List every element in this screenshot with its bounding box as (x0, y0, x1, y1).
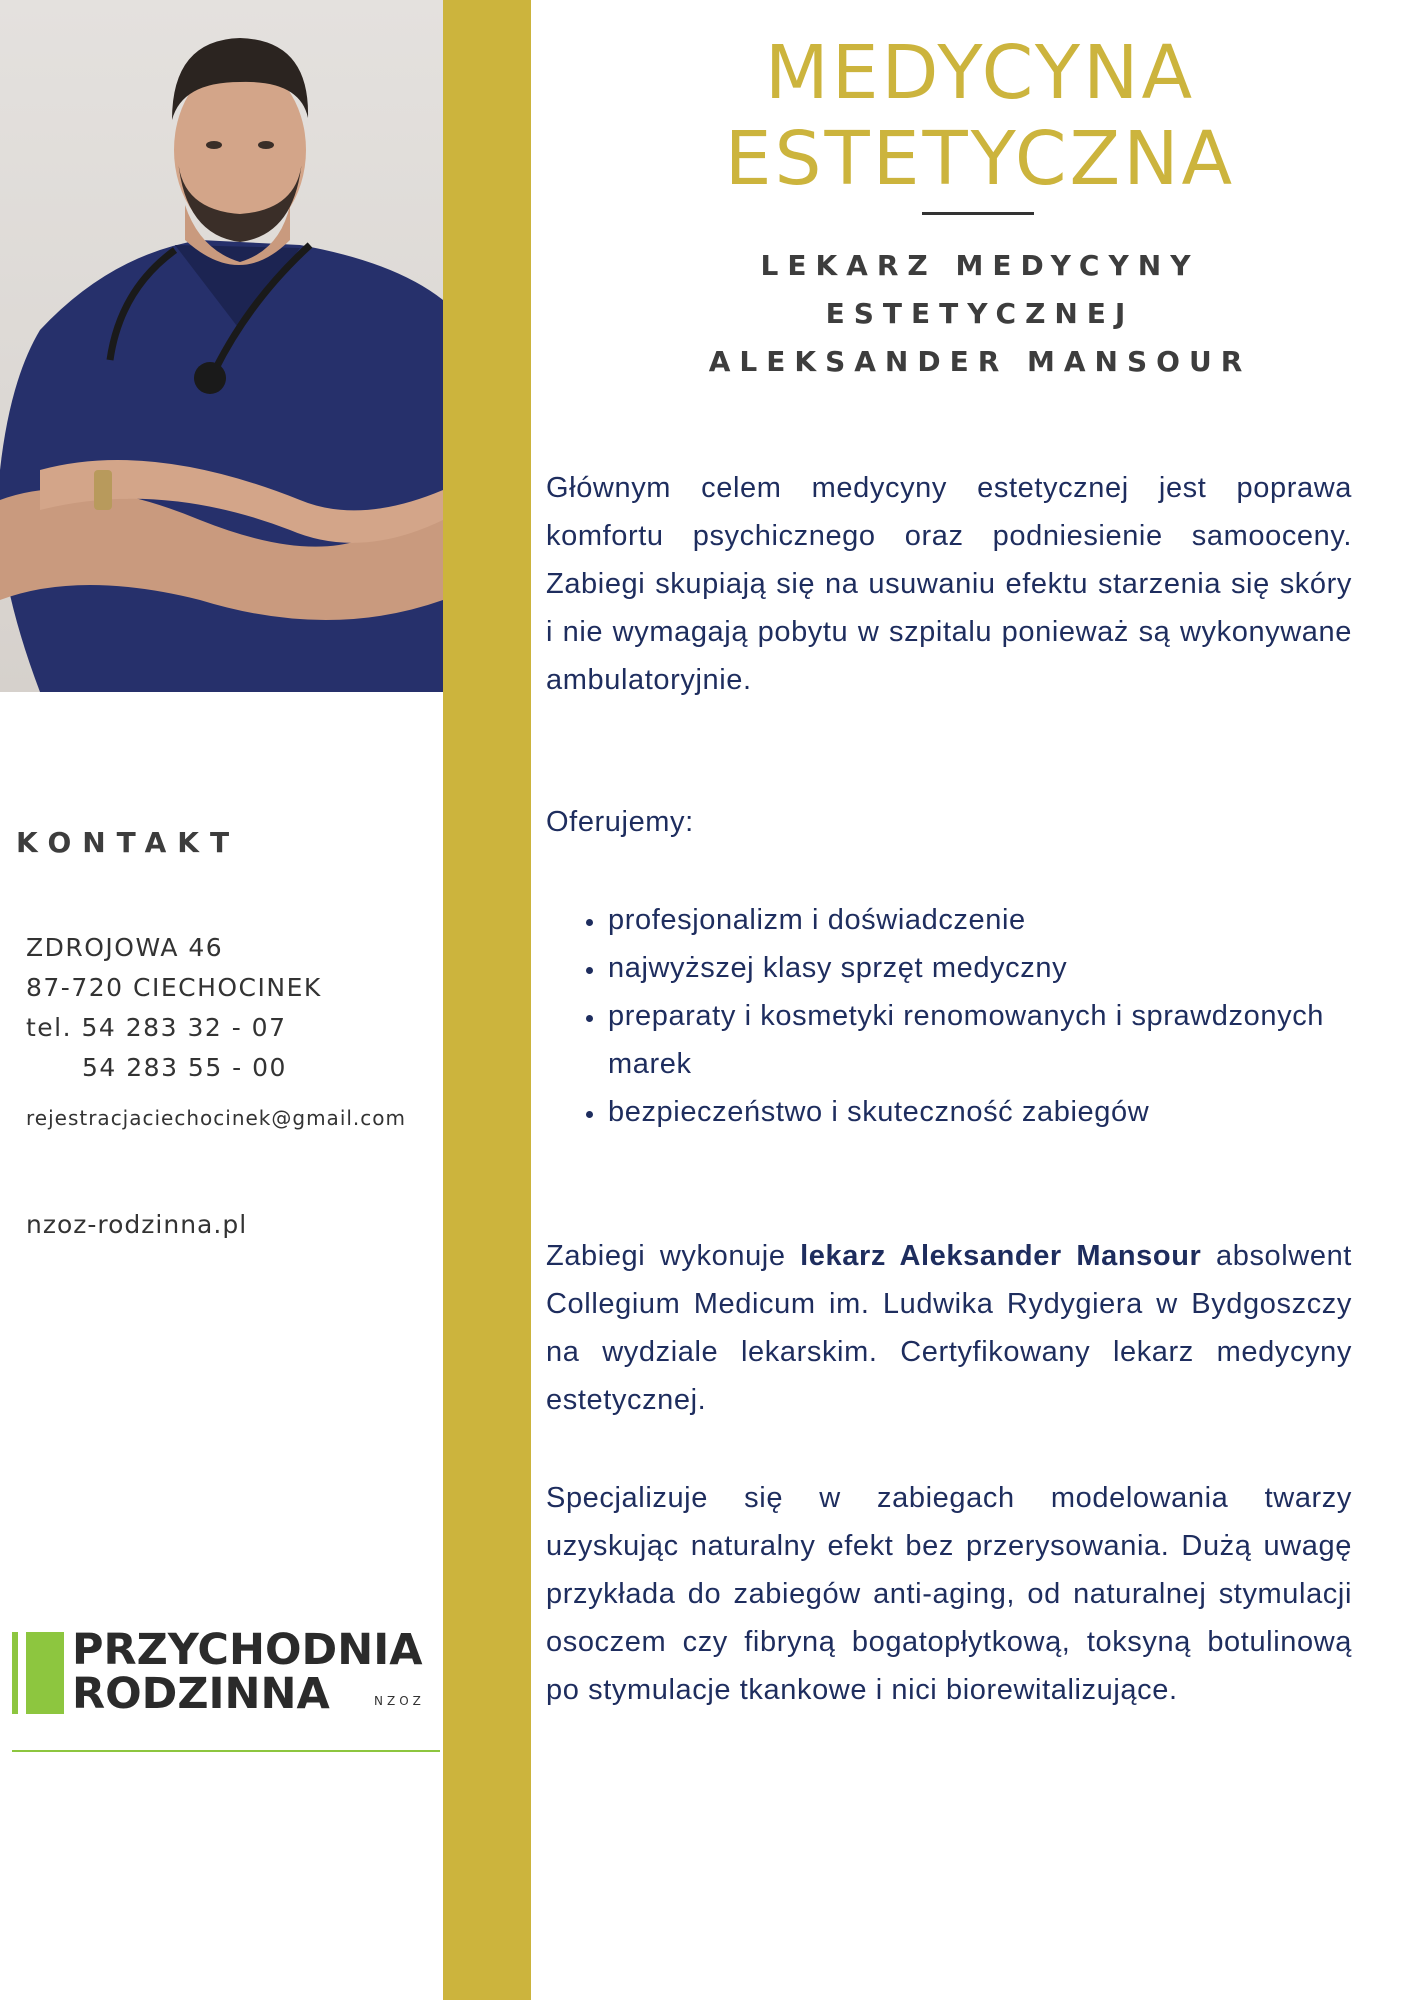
doctor-photo (0, 0, 443, 692)
clinic-logo (12, 1625, 432, 1719)
contact-heading: KONTAKT (16, 826, 241, 859)
contact-address (26, 928, 322, 1088)
logo-divider (12, 1750, 440, 1752)
subtitle-line-3: ALEKSANDER MANSOUR (708, 345, 1252, 378)
doctor-bio: absolwent Collegium Medicum im. Ludwika Rydygiera w Bydgoszczy na wydziale lekarskim. Certyfikowany lekarz medycyny estetycznej. (546, 1240, 1352, 1416)
title-divider (922, 212, 1034, 215)
contact-email[interactable]: rejestracjaciechocinek@gmail.com (26, 1106, 406, 1130)
list-item: • najwyższej klasy sprzęt medyczny (606, 944, 1386, 992)
title-line-2: ESTETYCZNA (724, 116, 1236, 202)
address-street: ZDROJOWA 46 (26, 933, 224, 962)
contact-website[interactable]: nzoz-rodzinna.pl (26, 1210, 248, 1239)
page-title (560, 30, 1400, 202)
phone-secondary[interactable]: 54 283 55 - 00 (82, 1053, 287, 1082)
logo-line-1: PRZYCHODNIA (72, 1625, 423, 1675)
doctor-paragraph (546, 1232, 1352, 1424)
title-line-1: MEDYCYNA (764, 30, 1196, 116)
logo-tag: NZOZ (374, 1694, 425, 1708)
logo-mark-icon (12, 1632, 64, 1714)
list-item: • profesjonalizm i doświadczenie (606, 896, 1386, 944)
list-item: • preparaty i kosmetyki renomowanych i sprawdzonych marek (606, 992, 1386, 1088)
intro-paragraph: Głównym celem medycyny estetycznej jest poprawa komfortu psychicznego oraz podniesienie samooceny. Zabiegi skupiają się na usuwaniu efektu starzenia się skóry i nie wymagają pobytu w szpitalu ponieważ są wykonywane ambulatoryjnie. (546, 472, 1352, 696)
doctor-lead: Zabiegi wykonuje (546, 1240, 786, 1272)
doctor-name: lekarz Aleksander Mansour (800, 1240, 1202, 1272)
specialization-paragraph: Specjalizuje się w zabiegach modelowania twarzy uzyskując naturalny efekt bez przerysowania. Dużą uwagę przykłada do zabiegów anti-aging, od naturalnej stymulacji osoczem czy fibryną bogatopłytkową, toksyną botulinową po stymulacje tkankowe i nici biorewitalizujące. (546, 1482, 1352, 1706)
gold-stripe (443, 0, 531, 2000)
doctor-subtitle (640, 242, 1320, 386)
subtitle-line-1: LEKARZ MEDYCYNY (760, 249, 1200, 282)
phone-primary[interactable]: tel. 54 283 32 - 07 (26, 1013, 287, 1042)
subtitle-line-2: ESTETYCZNEJ (825, 297, 1135, 330)
list-item: • bezpieczeństwo i skuteczność zabiegów (606, 1088, 1386, 1136)
address-city: 87-720 CIECHOCINEK (26, 973, 322, 1002)
logo-line-2: RODZINNA (72, 1669, 330, 1719)
offer-list (576, 896, 1386, 1136)
offer-heading: Oferujemy: (546, 806, 694, 838)
